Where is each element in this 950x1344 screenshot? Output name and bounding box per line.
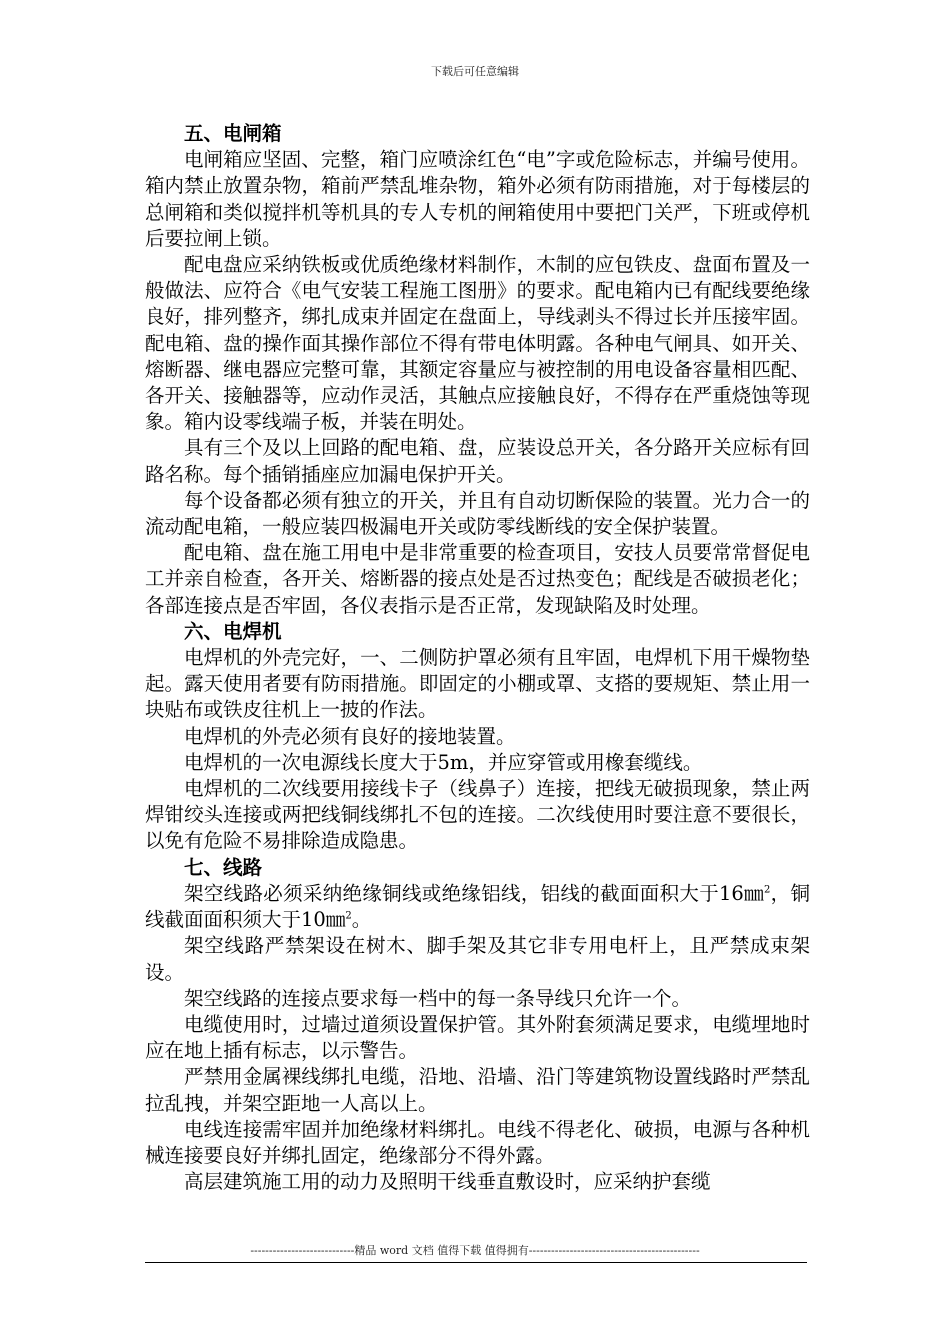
page-header: 下载后可任意编辑: [431, 65, 519, 78]
paragraph: 架空线路的连接点要求每一档中的每一条导线只允许一个。: [184, 986, 692, 1010]
paragraph-text: 架空线路必须采纳绝缘铜线或绝缘铝线，铝线的截面面积大于16㎜: [184, 881, 764, 905]
superscript: 2: [763, 884, 771, 896]
paragraph: 具有三个及以上回路的配电箱、盘，应装设总开关，各分路开关应标有回路名称。每个插销插座应加漏电保护开关。: [145, 436, 810, 486]
footer-divider: [145, 1262, 807, 1263]
paragraph-text: 。: [351, 908, 372, 932]
paragraph: 配电盘应采纳铁板或优质绝缘材料制作，木制的应包铁皮、盘面布置及一般做法、应符合《电气安装工程施工图册》的要求。配电箱内已有配线要绝缘良好，排列整齐，绑扎成束并固定在盘面上，导线剥头不得过长并压接牢固。配电箱、盘的操作面其操作部位不得有带电体明露。各种电气闸具、如开关、熔断器、继电器应完整可靠，其额定容量应与被控制的用电设备容量相匹配、各开关、接触器等，应动作灵活，其触点应接触良好，不得存在严重烧蚀等现象。箱内设零线端子板，并装在明处。: [145, 253, 810, 434]
section-heading-5: 五、电闸箱: [184, 122, 282, 145]
paragraph: 架空线路严禁架设在树木、脚手架及其它非专用电杆上，且严禁成束架设。: [145, 934, 810, 984]
paragraph: 高层建筑施工用的动力及照明干线垂直敷设时，应采纳护套缆: [184, 1170, 711, 1194]
paragraph: 每个设备都必须有独立的开关，并且有自动切断保险的装置。光力合一的流动配电箱，一般应装四极漏电开关或防零线断线的安全保护装置。: [145, 488, 810, 539]
section-heading-7: 七、线路: [184, 855, 263, 879]
paragraph: 电焊机的一次电源线长度大于5m，并应穿管或用橡套缆线。: [184, 750, 703, 774]
paragraph: 电缆使用时，过墙过道须设置保护管。其外附套须满足要求，电缆埋地时应在地上插有标志，以示警告。: [145, 1012, 810, 1063]
paragraph-text: ，铜线截面面积须大于10㎜: [145, 881, 810, 932]
paragraph: 电焊机的外壳完好，一、二侧防护罩必须有且牢固，电焊机下用干燥物垫起。露天使用者要有防雨措施。即固定的小棚或罩、支搭的要规矩、禁止用一块贴布或铁皮往机上一披的作法。: [145, 646, 810, 722]
document-body: [145, 121, 810, 1195]
paragraph: 严禁用金属裸线绑扎电缆，沿地、沿墙、沿门等建筑物设置线路时严禁乱拉乱拽，并架空距地一人高以上。: [145, 1065, 810, 1115]
paragraph: 配电箱、盘在施工用电中是非常重要的检查项目，安技人员要常常督促电工并亲自检查，各开关、熔断器的接点处是否过热变色；配线是否破损老化；各部连接点是否牢固，各仪表指示是否正常，发现缺陷及时处理。: [145, 541, 810, 617]
paragraph: 电焊机的外壳必须有良好的接地装置。: [184, 724, 516, 748]
paragraph: 电闸箱应坚固、完整，箱门应喷涂红色“电”字或危险标志，并编号使用。箱内禁止放置杂物，箱前严禁乱堆杂物，箱外必须有防雨措施，对于每楼层的总闸箱和类似搅拌机等机具的专人专机的闸箱使用中要把门关严，下班或停机后要拉闸上锁。: [145, 148, 810, 250]
paragraph: 电焊机的二次线要用接线卡子（线鼻子）连接，把线无破损现象，禁止两焊钳绞头连接或两把线铜线绑扎不包的连接。二次线使用时要注意不要很长，以免有危险不易排除造成隐患。: [145, 777, 810, 853]
paragraph: [145, 881, 810, 933]
paragraph: 电线连接需牢固并加绝缘材料绑扎。电线不得老化、破损，电源与各种机械连接要良好并绑扎固定，绝缘部分不得外露。: [145, 1117, 810, 1167]
page-footer: ----------------------------精品 word 文档 值得下载 值得拥有----------------------------------------------: [250, 1244, 700, 1257]
superscript: 2: [345, 910, 352, 922]
section-heading-6: 六、电焊机: [184, 619, 282, 643]
